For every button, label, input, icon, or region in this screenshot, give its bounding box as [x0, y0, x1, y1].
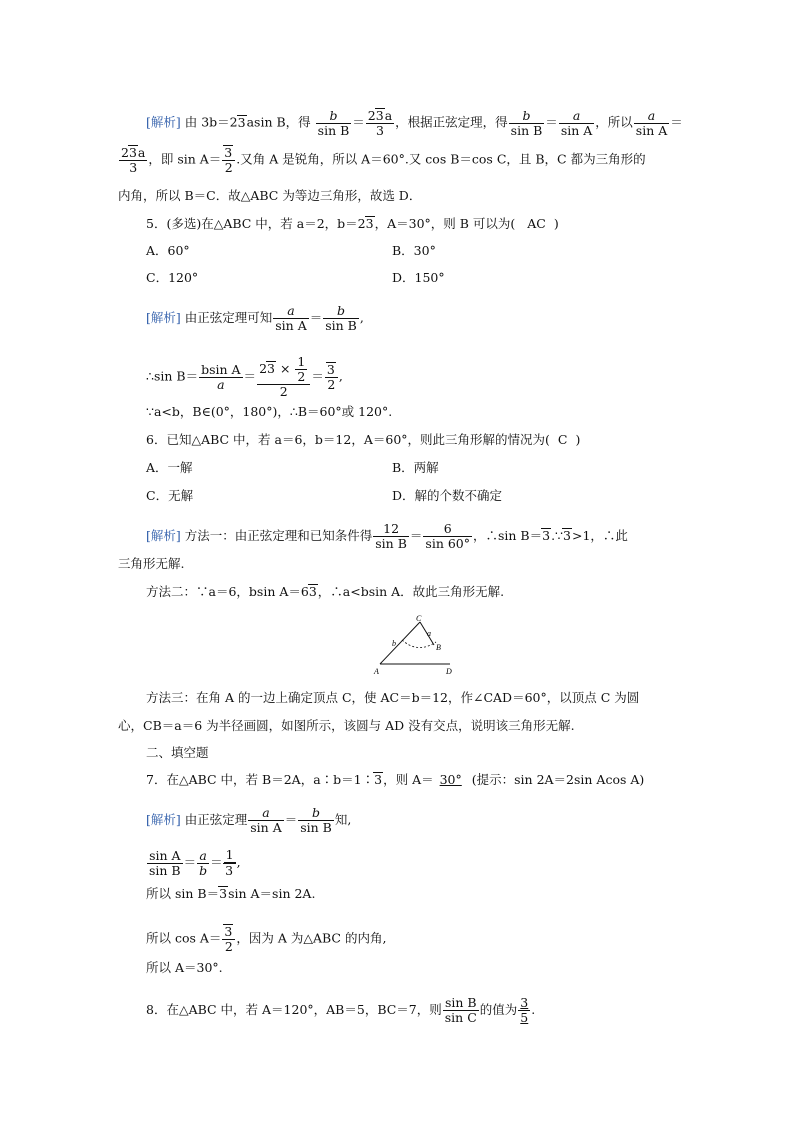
- q5-stem: 5．(多选)在△ABC 中，若 a＝2，b＝23，A＝30°，则 B 可以为( AC ): [146, 216, 559, 231]
- q6-option-a: A．一解: [146, 460, 193, 475]
- svg-text:b: b: [392, 639, 396, 648]
- fraction: 23 × $\frac{1}{2}$ 2: [257, 355, 310, 399]
- q6-stem: 6．已知△ABC 中，若 a＝6，b＝12，A＝60°，则此三角形解的情况为( C ): [146, 432, 581, 447]
- q7-solution-line-2: $\frac{\text{sin A}}{\text{sin B}}$ ＝ $\frac{a}{b}$ ＝ $\frac{1}{3}$ ,: [149, 847, 241, 878]
- q6-option-d: D．解的个数不确定: [392, 488, 503, 503]
- fraction: $\frac{a}{\text{sin A}}$: [250, 805, 282, 835]
- svg-text:C: C: [416, 614, 422, 623]
- fraction: $\frac{a}{\text{sin A}}$: [560, 107, 593, 138]
- q5-option-a: A．60°: [146, 243, 190, 258]
- q6-method-1-line-1: [解析] 方法一：由正弦定理和已知条件得 $\frac{12}{\text{sin B}}$ ＝ $\frac{6}{\sin 60^\circ}$ ，∴sin B＝3.∵3>1，∴此: [146, 521, 628, 551]
- fraction: $\frac{a}{b}$: [199, 847, 208, 878]
- q6-answer: C: [557, 432, 568, 447]
- q6-method-3-line-1: 方法三：在角 A 的一边上确定顶点 C，使 AC＝b＝12，作∠CAD＝60°，以顶点 C 为圆: [146, 690, 640, 705]
- fraction: $\frac{23a}{3}$: [121, 145, 146, 175]
- q7-solution-line-3: 所以 sin B＝3sin A＝sin 2A.: [146, 886, 316, 901]
- svg-text:A: A: [374, 667, 379, 676]
- fraction: $\frac{\text{sin A}}{\text{sin B}}$: [149, 847, 181, 878]
- q5-answer: AC: [527, 216, 546, 231]
- circle-arc: [402, 640, 436, 648]
- fraction: $\frac{b}{\text{sin B}}$: [317, 107, 350, 138]
- solution-label: [解析]: [146, 310, 181, 325]
- solution-label: [解析]: [146, 812, 181, 827]
- q5-option-d: D．150°: [392, 270, 445, 285]
- fraction: $\frac{a}{\text{sin A}}$: [635, 107, 668, 138]
- solution-label: [解析]: [146, 114, 181, 130]
- section-heading: 二、填空题: [146, 745, 209, 760]
- svg-text:B: B: [436, 643, 441, 652]
- p4-line-3: 内角，所以 B＝C．故△ABC 为等边三角形，故选 D．: [118, 188, 422, 203]
- q7-solution-line-4: 所以 cos A＝ $\frac{3}{2}$ ，因为 A 为△ABC 的内角,: [146, 924, 387, 954]
- q6-method-3-line-2: 心，CB＝a＝6 为半径画圆，如图所示，该圆与 AD 没有交点，说明该三角形无解.: [118, 718, 575, 733]
- q5-option-c: C．120°: [146, 270, 199, 285]
- q8-stem: 8．在△ABC 中，若 A＝120°，AB＝5，BC＝7，则 $\frac{\text{sin B}}{\text{sin C}}$ 的值为 $\frac{3}{5}$ .: [146, 995, 536, 1025]
- fraction: $\frac{\text{sin B}}{\text{sin C}}$: [444, 995, 477, 1025]
- q6-method-1-line-2: 三角形无解.: [118, 556, 185, 571]
- fraction: $\frac{3}{2}$: [325, 362, 338, 392]
- fraction: $\frac{b}{\text{sin B}}$: [510, 107, 543, 138]
- svg-text:a: a: [427, 629, 431, 638]
- q7-answer: 30°: [439, 772, 462, 787]
- q5-option-b: B．30°: [392, 243, 436, 258]
- q7-solution-line-5: 所以 A＝30°.: [146, 960, 223, 975]
- fraction: $\frac{12}{\text{sin B}}$: [375, 521, 407, 551]
- q6-option-b: B．两解: [392, 460, 439, 475]
- svg-text:D: D: [446, 667, 452, 676]
- q6-method-2: 方法二：∵a＝6，bsin A＝63，∴a<bsin A．故此三角形无解.: [146, 584, 505, 599]
- segment-ac: [380, 622, 420, 664]
- fraction: $\frac{\text{bsin A}}{a}$: [201, 361, 241, 392]
- fraction: $\frac{23a}{3}$: [367, 108, 393, 138]
- triangle-circle-figure: [370, 612, 460, 678]
- fraction: $\frac{b}{\text{sin B}}$: [325, 303, 357, 333]
- q7-stem: 7．在△ABC 中，若 B＝2A，a∶b＝1∶3，则 A＝ 30° (提示：sin 2A＝2sin Acos A): [146, 772, 645, 787]
- q7-solution-line-1: [解析] 由正弦定理 $\frac{a}{\text{sin A}}$ ＝ $\frac{b}{\text{sin B}}$ 知,: [146, 805, 352, 835]
- q5-solution-line-1: [解析] 由正弦定理可知 $\frac{a}{\text{sin A}}$ ＝ $\frac{b}{\text{sin B}}$ ,: [146, 303, 364, 333]
- fraction: $\frac{1}{3}$: [224, 848, 236, 878]
- fraction: $\frac{3}{2}$: [222, 145, 235, 175]
- fraction: $\frac{6}{\sin 60^\circ}$: [425, 521, 470, 551]
- q6-option-c: C．无解: [146, 488, 194, 503]
- q5-solution-line-3: ∵a<b，B∈(0°，180°)，∴B＝60°或 120°.: [146, 404, 393, 419]
- solution-label: [解析]: [146, 528, 181, 543]
- p4-line-1: [解析] 由 3b＝23asin B，得 $\frac{b}{\text{sin B}}$ ＝ $\frac{23a}{3}$ ，根据正弦定理，得 $\frac{b}{\text{sin B}}$ ＝ $\frac{a}{\text{sin A}}$ ，所以 $\frac{a}{\text{sin A}}$ ＝: [146, 107, 683, 138]
- q5-solution-line-2: ∴sin B＝ $\frac{\text{bsin A}}{a}$ ＝ 23 × $\frac{1}{2}$ 2 ＝ $\frac{3}{2}$ ,: [146, 354, 343, 399]
- p4-line-2: $\frac{23a}{3}$ ，即 sin A＝ $\frac{3}{2}$ .又角 A 是锐角，所以 A＝60°.又 cos B＝cos C，且 B，C 都为三角形的: [121, 145, 646, 175]
- fraction: $\frac{b}{\text{sin B}}$: [300, 805, 332, 835]
- q8-answer: $\frac{3}{5}$: [520, 995, 529, 1025]
- fraction: $\frac{3}{2}$: [222, 924, 235, 954]
- fraction: $\frac{a}{\text{sin A}}$: [275, 303, 307, 333]
